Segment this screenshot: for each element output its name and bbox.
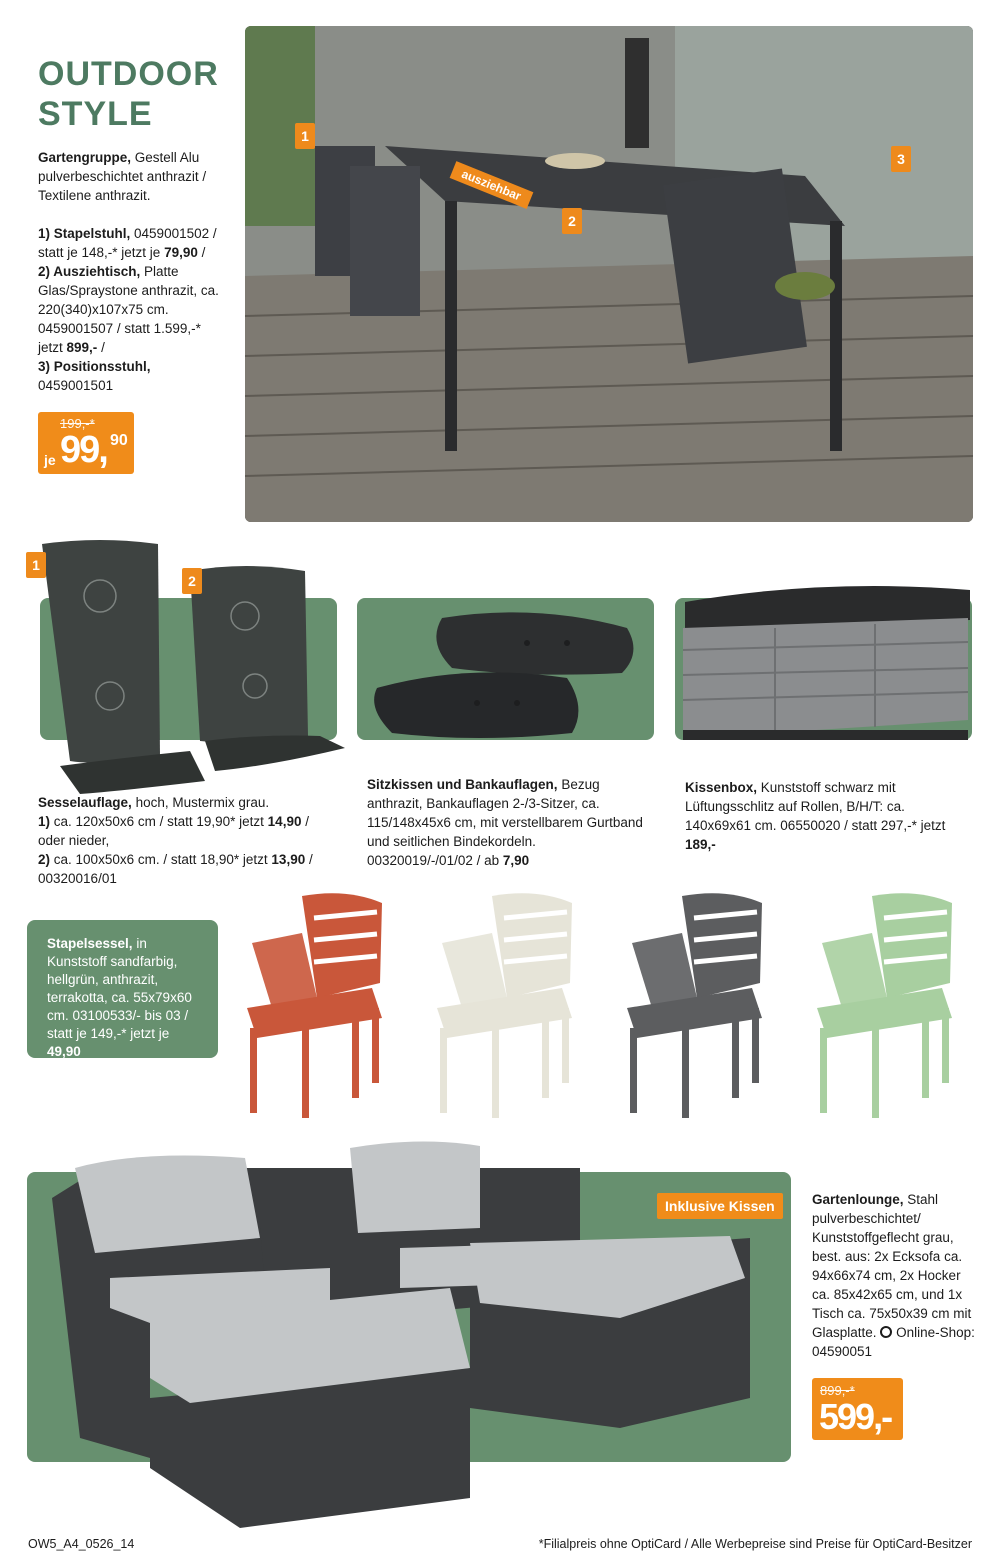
gartengruppe-price-badge: 199,-* je 99, 90 — [38, 412, 134, 474]
chair-part — [442, 933, 507, 1008]
chair-part — [302, 893, 382, 998]
chair-part — [302, 1023, 309, 1118]
chair-terrakotta — [232, 888, 402, 1118]
chair-anthrazit — [612, 888, 782, 1118]
chair-part — [820, 1028, 827, 1113]
chair-part — [352, 1013, 359, 1098]
sesselauflage-text: Sesselauflage, hoch, Mustermix grau. 1) ca. 120x50x6 cm / statt 19,90* jetzt 14,90 / oder nieder, 2) ca. 100x50x6 cm. / statt 18,90* jetzt 13,90 / 00320016/01 — [38, 795, 313, 886]
chair-part — [492, 893, 572, 998]
footer-disclaimer: *Filialpreis ohne OptiCard / Alle Werbepreise sind Preise für OptiCard-Besitzer — [538, 1537, 972, 1551]
ausziehbar-tag: ausziehbar — [450, 161, 533, 209]
chair-part — [872, 893, 952, 998]
chair-part — [732, 1013, 739, 1098]
page-title: OUTDOOR STYLE — [38, 55, 219, 133]
footer-code: OW5_A4_0526_14 — [28, 1537, 135, 1551]
chair-hellgruen — [802, 888, 972, 1118]
kissenbox-image — [675, 580, 972, 755]
chair-part — [492, 1023, 499, 1118]
stapelsessel-text: Stapelsessel, in Kunststoff sandfarbig, hellgrün, anthrazit, terrakotta, ca. 55x79x60 cm. 03100533/- bis 03 / statt je 149,-* jetzt je 49,90 — [47, 936, 192, 1059]
chair-part — [942, 1008, 949, 1083]
cushion-marker-2: 2 — [182, 568, 202, 594]
inklusive-kissen-badge: Inklusive Kissen — [657, 1193, 783, 1219]
search-icon — [880, 1326, 892, 1338]
chair-part — [752, 1008, 759, 1083]
marker-1: 1 — [295, 123, 315, 149]
chair-part — [630, 1028, 637, 1113]
chair-part — [372, 1008, 379, 1083]
chair-part — [542, 1013, 549, 1098]
stapelsessel-panel — [27, 920, 218, 1058]
dining-set-photo — [245, 26, 973, 522]
chair-part — [440, 1028, 447, 1113]
chair-part — [562, 1008, 569, 1083]
chair-part — [252, 933, 317, 1008]
gartengruppe-text: Gartengruppe, Gestell Alu pulverbeschichtet anthrazit / Textilene anthrazit. 1) Stapelstuhl, 0459001502 / statt je 148,-* jetzt je 79,90 / 2) Ausziehtisch, Platte Glas/Spraystone anthrazit, ca. 220(340)x107x75 cm. 0459001507 / statt 1.599,-* jetzt 899,- / 3) Positionsstuhl, 0459001501 — [38, 150, 219, 393]
chair-part — [250, 1028, 257, 1113]
marker-2: 2 — [562, 208, 582, 234]
chair-sandfarbig — [422, 888, 592, 1118]
dining-set-illustration — [245, 26, 973, 522]
chair-part — [682, 893, 762, 998]
kissenbox-text: Kissenbox, Kunststoff schwarz mit Lüftungsschlitz auf Rollen, B/H/T: ca. 140x69x61 cm. 06550020 / statt 297,-* jetzt 189,- — [685, 780, 946, 852]
chair-part — [632, 933, 697, 1008]
sitzkissen-text: Sitzkissen und Bankauflagen, Bezug anthrazit, Bankauflagen 2-/3-Sitzer, ca. 115/148x45x6 cm, mit verstellbarem Gurtband und seitlichen Bindekordeln. 00320019/-/01/02 / ab 7,90 — [367, 777, 643, 868]
chair-part — [922, 1013, 929, 1098]
chair-part — [872, 1023, 879, 1118]
gartenlounge-price-badge: 899,-* 599,- — [812, 1378, 903, 1440]
gartenlounge-text: Gartenlounge, Stahl pulverbeschichtet/ Kunststoffgeflecht grau, best. aus: 2x Ecksofa ca. 94x66x74 cm, 2x Hocker ca. 85x42x65 cm, und 1x Tisch ca. 75x50x39 cm mit Glasplatte. Online-Shop: 04590051 — [812, 1192, 975, 1359]
marker-3: 3 — [891, 146, 911, 172]
seat-pads-image — [357, 598, 654, 740]
chair-part — [822, 933, 887, 1008]
cushion-marker-1: 1 — [26, 552, 46, 578]
chair-part — [682, 1023, 689, 1118]
